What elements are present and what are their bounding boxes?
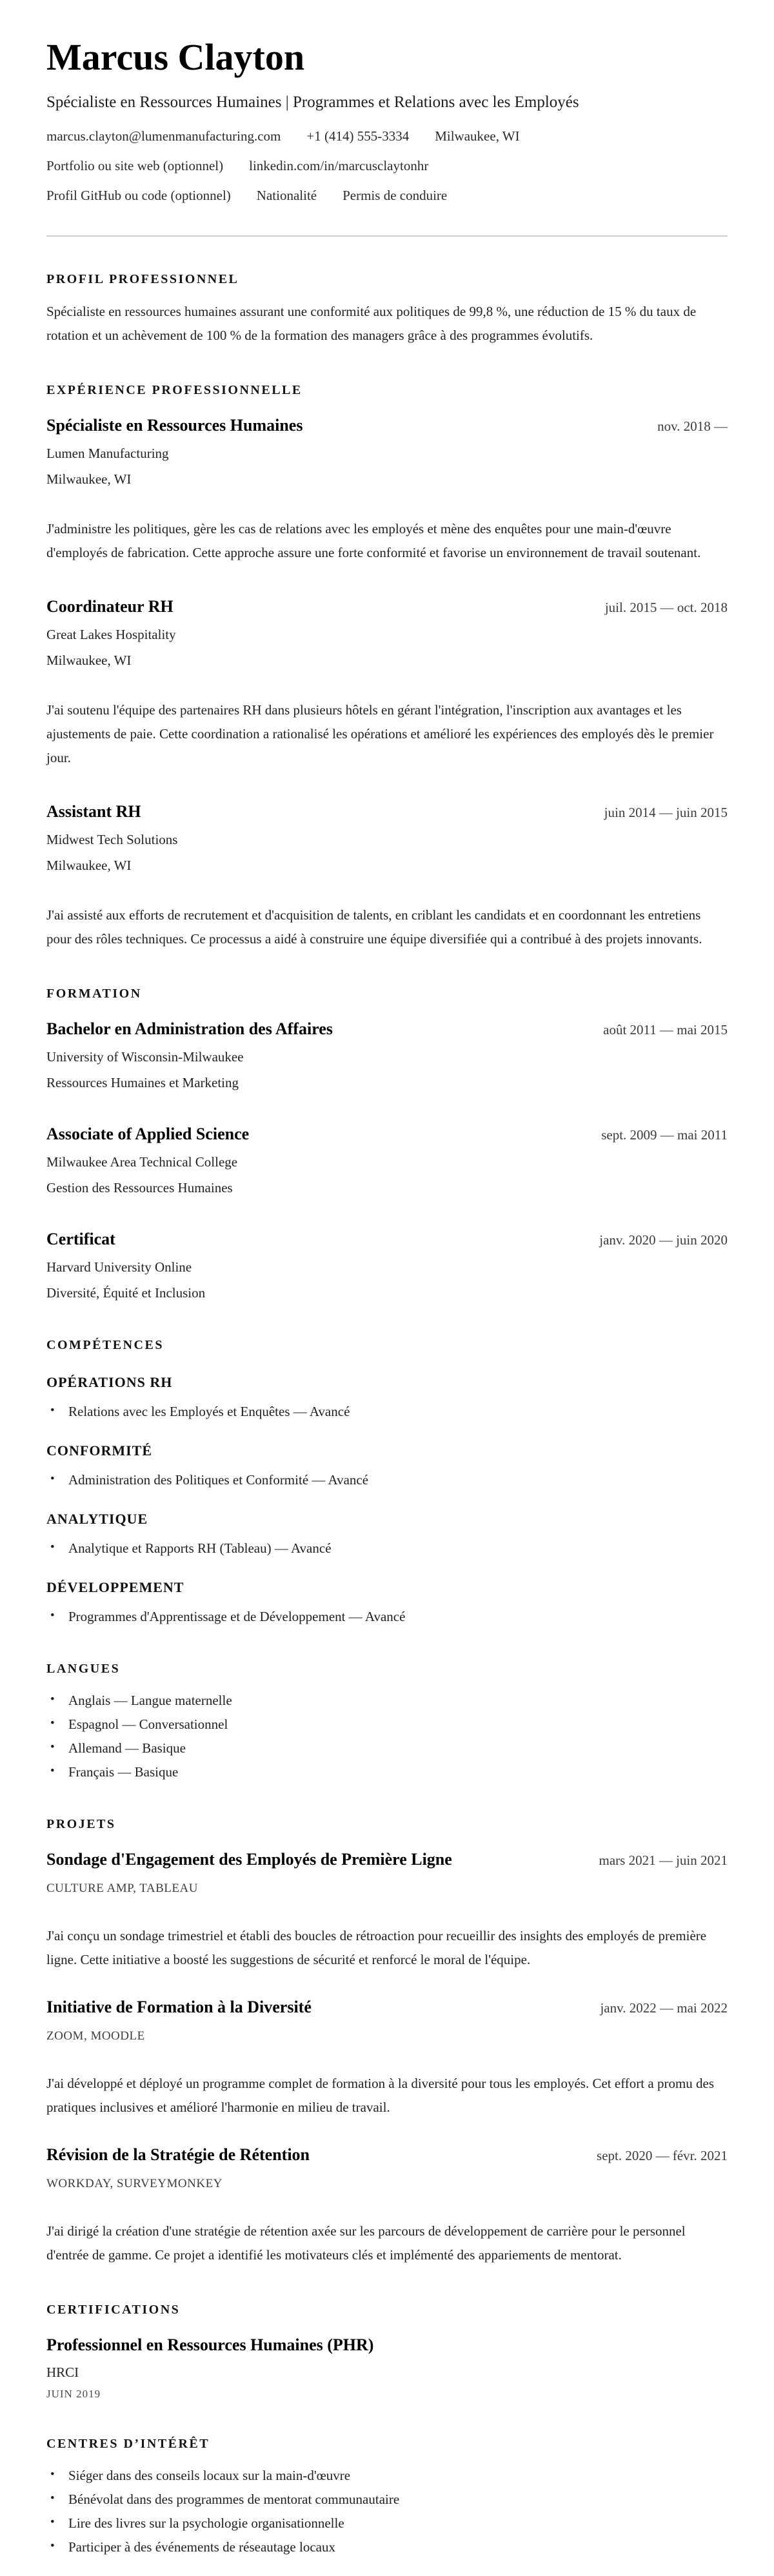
project-entry [46, 2144, 728, 2267]
header-divider [46, 235, 728, 237]
project-name: Initiative de Formation à la Diversité [46, 1998, 312, 2016]
job-company: Midwest Tech Solutions [46, 832, 178, 847]
languages-list [46, 1691, 728, 1782]
language-item: • Français — Basique [46, 1762, 728, 1782]
interest-item: • Siéger dans des conseils locaux sur la main-d'œuvre [46, 2466, 728, 2485]
contact-row-3 [46, 186, 728, 205]
job-location: Milwaukee, WI [46, 858, 132, 873]
education-school: University of Wisconsin-Milwaukee [46, 1049, 244, 1065]
project-description: J'ai dirigé la création d'une stratégie de rétention axée sur les parcours de développement de carrière pour le personnel d'entrée de gamme. Ce projet a identifié les motivateurs clés et implémenté des appariements de mentorat. [46, 2223, 686, 2263]
education-heading: FORMATION [46, 987, 142, 1001]
skills-heading: COMPÉTENCES [46, 1338, 164, 1352]
project-dates: janv. 2022 — mai 2022 [600, 2000, 728, 2016]
skill-category-name: DÉVELOPPEMENT [46, 1579, 184, 1595]
section-profile [46, 271, 728, 348]
project-title-row [46, 1996, 728, 2019]
skill-item: • Administration des Politiques et Conformité — Avancé [46, 1470, 728, 1490]
section-certifications [46, 2302, 728, 2401]
profile-heading: PROFIL PROFESSIONNEL [46, 272, 239, 286]
section-projects [46, 1816, 728, 2267]
job-title: Spécialiste en Ressources Humaines [46, 416, 303, 435]
education-degree: Bachelor en Administration des Affaires [46, 1019, 333, 1038]
skill-item: • Programmes d'Apprentissage et de Développement — Avancé [46, 1607, 728, 1626]
contact-row-1 [46, 126, 728, 146]
project-description: J'ai développé et déployé un programme complet de formation à la diversité pour tous les employés. Cet effort a promu des pratiques inclusives et amélioré l'harmonie en milieu de travail. [46, 2076, 715, 2115]
contact-location: Milwaukee, WI [435, 128, 520, 144]
job-entry [46, 415, 728, 565]
certifications-heading: CERTIFICATIONS [46, 2303, 181, 2317]
skill-list [46, 1402, 728, 1421]
education-school: Harvard University Online [46, 1259, 192, 1275]
interests-list [46, 2466, 728, 2557]
education-title-row [46, 1123, 728, 1146]
project-title-row [46, 1849, 728, 1871]
contact-email: marcus.clayton@lumenmanufacturing.com [46, 128, 281, 144]
section-education [46, 986, 728, 1303]
skill-category [46, 1442, 728, 1490]
project-entry [46, 1849, 728, 1972]
profile-summary: Spécialiste en ressources humaines assurant une conformité aux politiques de 99,8 %, une réduction de 15 % du taux de rotation et un achèvement de 100 % de la formation des managers grâce à des programmes évolutifs. [46, 304, 697, 343]
languages-heading: LANGUES [46, 1662, 121, 1676]
education-school: Milwaukee Area Technical College [46, 1154, 238, 1170]
education-dates: août 2011 — mai 2015 [603, 1022, 728, 1037]
interests-heading: CENTRES D’INTÉRÊT [46, 2437, 210, 2451]
section-interests [46, 2436, 728, 2557]
project-dates: sept. 2020 — févr. 2021 [597, 2148, 728, 2163]
contact-linkedin: linkedin.com/in/marcusclaytonhr [249, 158, 429, 173]
skill-list [46, 1607, 728, 1626]
education-degree: Associate of Applied Science [46, 1125, 250, 1143]
certification-entry [46, 2334, 728, 2401]
education-dates: sept. 2009 — mai 2011 [601, 1127, 728, 1143]
contact-row-2 [46, 156, 728, 175]
skill-item: • Relations avec les Employés et Enquêtes — Avancé [46, 1402, 728, 1421]
contact-phone: +1 (414) 555-3334 [306, 128, 410, 144]
job-title-row [46, 415, 728, 437]
job-title-row [46, 596, 728, 618]
candidate-headline: Spécialiste en Ressources Humaines | Programmes et Relations avec les Employés [46, 93, 579, 111]
projects-heading: PROJETS [46, 1817, 116, 1831]
resume-header [46, 35, 728, 237]
experience-heading: EXPÉRIENCE PROFESSIONNELLE [46, 383, 303, 397]
education-title-row [46, 1228, 728, 1251]
job-dates: nov. 2018 — [657, 418, 728, 434]
education-field: Diversité, Équité et Inclusion [46, 1285, 206, 1301]
job-entry [46, 801, 728, 951]
interest-item: • Participer à des événements de réseautage locaux [46, 2537, 728, 2557]
project-dates: mars 2021 — juin 2021 [599, 1853, 728, 1868]
job-location: Milwaukee, WI [46, 471, 132, 487]
skill-list [46, 1539, 728, 1558]
project-tools: CULTURE AMP, TABLEAU [46, 1882, 198, 1895]
interest-item: • Bénévolat dans des programmes de mentorat communautaire [46, 2490, 728, 2509]
job-description: J'ai soutenu l'équipe des partenaires RH dans plusieurs hôtels en gérant l'intégration, l'inscription aux avantages et les ajustements de paie. Cette coordination a rationalisé les opérations et amélioré les expériences des employés dès le premier jour. [46, 702, 714, 765]
education-field: Ressources Humaines et Marketing [46, 1075, 239, 1090]
skill-item: • Analytique et Rapports RH (Tableau) — Avancé [46, 1539, 728, 1558]
project-entry [46, 1996, 728, 2119]
skill-category [46, 1373, 728, 1421]
section-skills [46, 1337, 728, 1626]
skill-category [46, 1510, 728, 1558]
job-company: Great Lakes Hospitality [46, 627, 176, 642]
education-dates: janv. 2020 — juin 2020 [599, 1232, 728, 1248]
project-title-row [46, 2144, 728, 2167]
job-title-row [46, 801, 728, 823]
language-item: • Espagnol — Conversationnel [46, 1715, 728, 1734]
job-description: J'ai assisté aux efforts de recrutement et d'acquisition de talents, en criblant les candidats et en coordonnant les entretiens pour des rôles techniques. Ce processus a aidé à construire une équipe diversifiée qui a contribué à des projets innovants. [46, 907, 702, 947]
project-tools: ZOOM, MOODLE [46, 2029, 145, 2043]
contact-nationality: Nationalité [256, 188, 317, 203]
contact-github: Profil GitHub ou code (optionnel) [46, 188, 231, 203]
job-title: Coordinateur RH [46, 597, 174, 616]
skill-category [46, 1578, 728, 1626]
interest-item: • Lire des livres sur la psychologie organisationnelle [46, 2513, 728, 2533]
certification-issuer: HRCI [46, 2365, 79, 2380]
contact-portfolio: Portfolio ou site web (optionnel) [46, 158, 224, 173]
education-entry [46, 1228, 728, 1303]
project-description: J'ai conçu un sondage trimestriel et établi des boucles de rétroaction pour recueillir des insights des employés de première ligne. Cette initiative a boosté les suggestions de sécurité et renforcé le moral de l'équipe. [46, 1928, 707, 1967]
education-title-row [46, 1018, 728, 1041]
job-company: Lumen Manufacturing [46, 446, 169, 461]
job-entry [46, 596, 728, 770]
education-degree: Certificat [46, 1230, 115, 1248]
job-title: Assistant RH [46, 802, 141, 821]
skill-category-name: ANALYTIQUE [46, 1511, 148, 1527]
project-name: Sondage d'Engagement des Employés de Première Ligne [46, 1850, 452, 1869]
job-dates: juil. 2015 — oct. 2018 [604, 600, 728, 615]
job-description: J'administre les politiques, gère les cas de relations avec les employés et mène des enquêtes pour une main-d'œuvre d'employés de fabrication. Cette approche assure une forte conformité et favorise un environnement de travail soutenant. [46, 521, 701, 560]
skill-category-name: CONFORMITÉ [46, 1442, 152, 1459]
education-field: Gestion des Ressources Humaines [46, 1180, 233, 1195]
section-experience [46, 382, 728, 951]
section-languages [46, 1661, 728, 1782]
language-item: • Allemand — Basique [46, 1738, 728, 1758]
skill-category-name: OPÉRATIONS RH [46, 1374, 173, 1390]
contact-driving-license: Permis de conduire [342, 188, 448, 203]
job-location: Milwaukee, WI [46, 653, 132, 668]
certification-date: JUIN 2019 [46, 2388, 101, 2400]
project-tools: WORKDAY, SURVEYMONKEY [46, 2177, 223, 2190]
candidate-name: Marcus Clayton [46, 36, 305, 78]
project-name: Révision de la Stratégie de Rétention [46, 2145, 310, 2164]
certification-title-row [46, 2334, 728, 2356]
education-entry [46, 1123, 728, 1197]
language-item: • Anglais — Langue maternelle [46, 1691, 728, 1710]
job-dates: juin 2014 — juin 2015 [604, 805, 728, 820]
certification-name: Professionnel en Ressources Humaines (PHR) [46, 2335, 374, 2354]
skill-list [46, 1470, 728, 1490]
education-entry [46, 1018, 728, 1092]
